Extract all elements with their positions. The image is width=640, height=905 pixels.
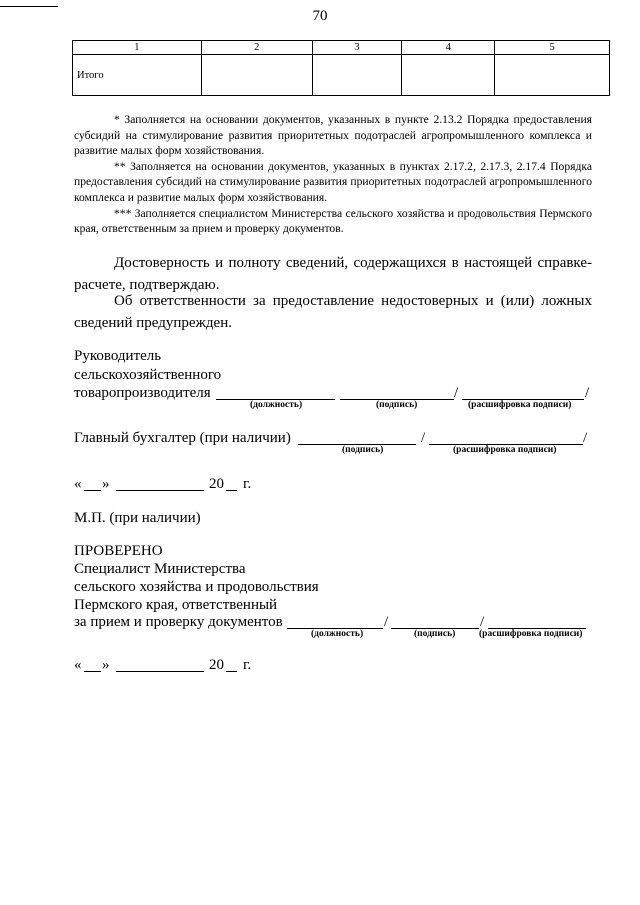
checked-line3: Пермского края, ответственный — [74, 597, 278, 613]
stamp-label: М.П. (при наличии) — [74, 510, 201, 526]
date-month-field[interactable] — [116, 671, 204, 672]
table-header-cell: 3 — [312, 41, 402, 55]
date-year-prefix: 20 — [209, 476, 224, 492]
date-day-field[interactable] — [84, 671, 101, 672]
date-quote-open: « — [74, 476, 82, 492]
caption-signature: (подпись) — [342, 445, 384, 455]
caption-decoding: (расшифровка подписи) — [453, 445, 557, 455]
date-quote-open: « — [74, 657, 82, 673]
footnote-1: * Заполняется на основании документов, указанных в пункте 2.13.2 Порядка предоставления субсидий на стимулирование развития приоритетных подотраслей агропромышленного комплекса и развитие малых форм хозяйствования. — [74, 113, 592, 158]
slash-separator: / — [454, 385, 459, 401]
page-number: 70 — [312, 8, 328, 24]
caption-decoding: (расшифровка подписи) — [479, 629, 583, 639]
table-row — [73, 55, 610, 96]
footnotes — [74, 112, 592, 237]
top-rule — [0, 6, 58, 7]
date-quote-close: » — [102, 476, 110, 492]
slash-separator: / — [583, 430, 588, 446]
caption-position: (должность) — [311, 629, 364, 639]
table-header-cell: 5 — [495, 41, 610, 55]
date-year-prefix: 20 — [209, 657, 224, 673]
checked-line4: за прием и проверку документов — [74, 614, 283, 630]
table-header-row — [73, 41, 610, 55]
checked-line1: Специалист Министерства — [74, 561, 246, 577]
reliability-text: Достоверность и полноту сведений, содержащихся в настоящей справке-расчете, подтверждаю. — [74, 255, 592, 293]
caption-position: (должность) — [250, 400, 303, 410]
slash-separator: / — [480, 614, 485, 630]
footnote-3: *** Заполняется специалистом Министерства сельского хозяйства и продовольствия Пермского края, ответственным за прием и проверку документов. — [74, 206, 592, 236]
table-cell[interactable] — [312, 55, 402, 96]
slash-separator: / — [421, 430, 426, 446]
summary-table — [72, 40, 610, 96]
checked-line2: сельского хозяйства и продовольствия — [74, 579, 319, 595]
total-label: Итого — [73, 55, 202, 96]
date-month-field[interactable] — [116, 490, 204, 491]
checked-title: ПРОВЕРЕНО — [74, 543, 163, 559]
table-cell[interactable] — [495, 55, 610, 96]
caption-signature: (подпись) — [414, 629, 456, 639]
accountant-label: Главный бухгалтер (при наличии) — [74, 430, 291, 446]
caption-decoding: (расшифровка подписи) — [468, 400, 572, 410]
table-cell[interactable] — [201, 55, 312, 96]
responsibility-paragraph — [74, 290, 592, 334]
date-year-suffix: г. — [243, 657, 252, 673]
slash-separator: / — [384, 614, 389, 630]
head-label-line1: Руководитель — [74, 348, 162, 364]
date-quote-close: » — [102, 657, 110, 673]
table-header-cell: 4 — [402, 41, 495, 55]
head-label-line2: сельскохозяйственного — [74, 367, 222, 383]
caption-signature: (подпись) — [376, 400, 418, 410]
date-year-field[interactable] — [226, 671, 237, 672]
slash-separator: / — [585, 385, 590, 401]
table-cell[interactable] — [402, 55, 495, 96]
footnote-2: ** Заполняется на основании документов, указанных в пунктах 2.17.2, 2.17.3, 2.17.4 Порядка предоставления субсидий на стимулирование развития приоритетных подотраслей агропромышленного комплекса и развитие малых форм хозяйствования. — [74, 159, 592, 204]
table-header-cell: 1 — [73, 41, 202, 55]
date-day-field[interactable] — [84, 490, 101, 491]
responsibility-text: Об ответственности за предоставление недостоверных и (или) ложных сведений предупрежден. — [74, 293, 592, 331]
table-header-cell: 2 — [201, 41, 312, 55]
date-year-field[interactable] — [226, 490, 237, 491]
head-label-line3: товаропроизводителя — [74, 385, 211, 401]
date-year-suffix: г. — [243, 476, 252, 492]
